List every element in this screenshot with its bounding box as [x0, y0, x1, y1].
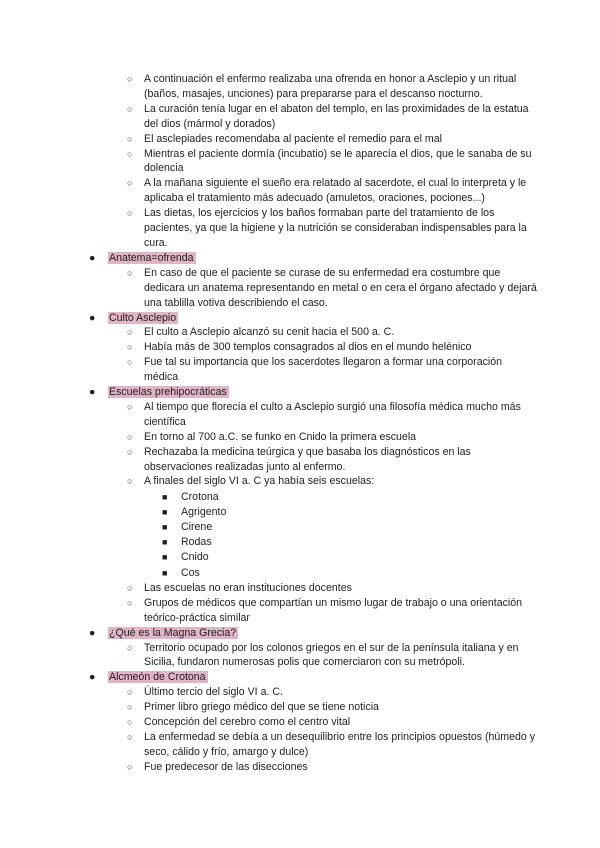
filled-bullet-icon: ● — [89, 386, 96, 399]
hollow-bullet-icon: ○ — [127, 476, 133, 487]
hollow-bullet-icon: ○ — [127, 431, 133, 442]
intro-list — [89, 72, 539, 251]
section-alcmeon — [89, 670, 539, 774]
list-item: ○ La enfermedad se debía a un desequilibrio entre los principios opuestos (húmedo y seco, cálido y frío, amargo y dulce) — [127, 730, 536, 758]
hollow-bullet-icon: ○ — [127, 74, 133, 84]
hollow-bullet-icon: ○ — [127, 103, 133, 114]
list-item: ○ Grupos de médicos que compartían un mismo lugar de trabajo o una orientación teórico-práctica similar — [127, 596, 523, 624]
list-item: ○ A continuación el enfermo realizaba una ofrenda en honor a Asclepio y un ritual (baños, masajes, unciones) para prepararse para el descanso nocturno. — [127, 73, 517, 100]
list-item: ○ En caso de que el paciente se curase de su enfermedad era costumbre que dedicara un anatema representando en metal o en cera el órgano afectado y dejará una tablilla votiva describiendo el caso. — [127, 266, 537, 309]
list-item: ○ Rechazaba la medicina teúrgica y que basaba los diagnósticos en las observaciones realizadas junto al enfermo. — [127, 445, 471, 473]
hollow-bullet-icon: ○ — [127, 597, 133, 608]
hollow-bullet-icon: ○ — [127, 342, 133, 353]
hollow-bullet-icon: ○ — [127, 208, 133, 219]
school-item: ■ Cirene — [162, 521, 213, 534]
hollow-bullet-icon: ○ — [127, 178, 133, 189]
hollow-bullet-icon: ○ — [127, 327, 133, 338]
hollow-bullet-icon: ○ — [127, 357, 133, 368]
hollow-bullet-icon: ○ — [127, 133, 133, 144]
section-escuelas — [89, 385, 539, 626]
list-item: ○ Al tiempo que florecía el culto a Asclepio surgió una filosofía médica mucho más científica — [127, 400, 521, 428]
section-culto-asclepio — [89, 311, 539, 386]
section-title: Alcmeón de Crotona — [109, 671, 206, 684]
list-item: ○ Territorio ocupado por los colonos griegos en el sur de la península italiana y en Sicilia, fundaron numerosas polis que comerciaron con su metrópoli. — [127, 641, 519, 669]
schools-list — [89, 490, 539, 581]
section-magna-grecia — [89, 626, 539, 671]
hollow-bullet-icon: ○ — [127, 267, 133, 278]
hollow-bullet-icon: ○ — [127, 702, 133, 713]
list-item: ○ La curación tenía lugar en el abaton del templo, en las proximidades de la estatua del dios (mármol y dorados) — [127, 102, 529, 130]
hollow-bullet-icon: ○ — [127, 446, 133, 457]
list-item: ○ El culto a Asclepio alcanzó su cenit hacia el 500 a. C. — [127, 326, 395, 339]
filled-bullet-icon: ● — [89, 671, 96, 684]
list-item: ○ En torno al 700 a.C. se funko en Cnido la primera escuela — [127, 430, 417, 443]
hollow-bullet-icon: ○ — [127, 731, 133, 742]
list-item: ○ Las dietas, los ejercicios y los baños formaban parte del tratamiento de los pacientes, ya que la higiene y la nutrición se consideraban indispensables para la cura. — [127, 207, 527, 249]
section-heading — [89, 626, 539, 641]
square-bullet-icon: ■ — [162, 491, 168, 502]
list-item: ○ Último tercio del siglo VI a. C. — [127, 686, 283, 699]
hollow-bullet-icon: ○ — [127, 642, 133, 653]
hollow-bullet-icon: ○ — [127, 148, 133, 159]
square-bullet-icon: ■ — [162, 537, 168, 548]
list-item: ○ Las escuelas no eran instituciones docentes — [127, 581, 352, 594]
section-title: Anatema=ofrenda — [109, 251, 194, 264]
list-item: ○ A la mañana siguiente el sueño era relatado al sacerdote, el cual lo interpreta y le aplicaba el tratamiento más adecuado (amuletos, oraciones, pociones...) — [127, 177, 527, 205]
list-item: ○ El asclepiades recomendaba al paciente el remedio para el mal — [127, 132, 442, 145]
section-title: Escuelas prehipocráticas — [109, 386, 227, 399]
list-item: ○ Fue predecesor de las disecciones — [127, 760, 308, 773]
section-heading — [89, 311, 539, 326]
list-item: ○ Primer libro griego médico del que se tiene noticia — [127, 701, 379, 714]
section-title: Culto Asclepio — [109, 311, 177, 324]
list-item: ○ Había más de 300 templos consagrados al dios en el mundo helénico — [127, 341, 472, 354]
school-item: ■ Cos — [162, 566, 200, 579]
filled-bullet-icon: ● — [89, 251, 96, 264]
square-bullet-icon: ■ — [162, 522, 168, 533]
school-item: ■ Agrigento — [162, 505, 227, 518]
school-item: ■ Cnido — [162, 551, 209, 564]
notes-content — [89, 72, 539, 775]
hollow-bullet-icon: ○ — [127, 401, 133, 412]
list-item: ○ A finales del siglo VI a. C ya había seis escuelas: — [127, 475, 375, 488]
section-heading — [89, 670, 539, 685]
school-item: ■ Crotona — [162, 490, 219, 503]
list-item: ○ Mientras el paciente dormía (incubatio) se le aparecía el dios, que le sanaba de su dolencia — [127, 147, 532, 175]
list-item: ○ Fue tal su importancia que los sacerdotes llegaron a formar una corporación médica — [127, 356, 503, 384]
section-anatema — [89, 251, 539, 311]
filled-bullet-icon: ● — [89, 626, 96, 639]
hollow-bullet-icon: ○ — [127, 582, 133, 593]
sections-list — [89, 251, 539, 775]
school-item: ■ Rodas — [162, 536, 212, 549]
hollow-bullet-icon: ○ — [127, 761, 133, 772]
section-title: ¿Qué es la Magna Grecia? — [109, 626, 237, 639]
hollow-bullet-icon: ○ — [127, 687, 133, 698]
hollow-bullet-icon: ○ — [127, 717, 133, 728]
square-bullet-icon: ■ — [162, 506, 168, 517]
section-heading — [89, 251, 539, 266]
square-bullet-icon: ■ — [162, 552, 168, 563]
square-bullet-icon: ■ — [162, 567, 168, 578]
list-item: ○ Concepción del cerebro como el centro vital — [127, 716, 351, 729]
filled-bullet-icon: ● — [89, 311, 96, 324]
section-heading — [89, 385, 539, 400]
